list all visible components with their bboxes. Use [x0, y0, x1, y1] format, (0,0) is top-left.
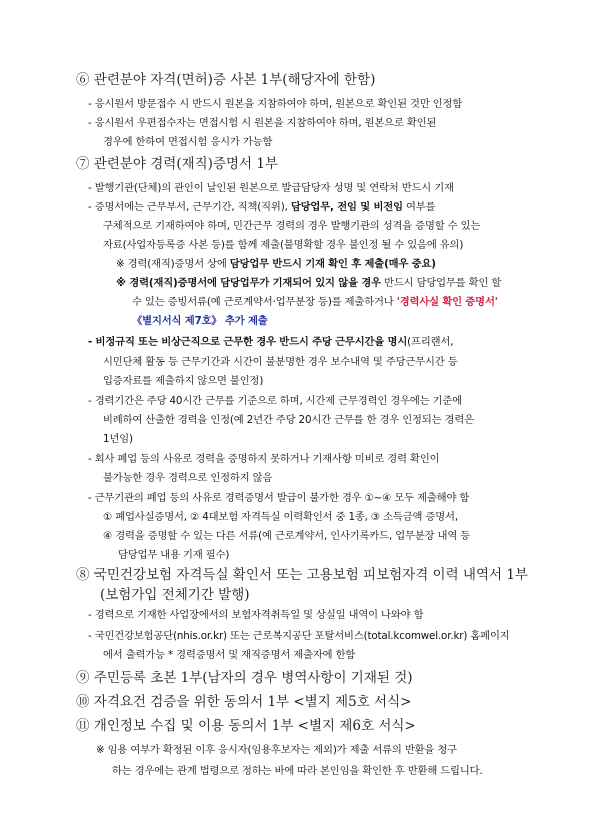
- section-7-note-2: [116, 274, 501, 289]
- section-8-line-1: - 경력으로 기재한 사업장에서의 보험자격취득일 및 상실일 내역이 나와야 함: [88, 609, 424, 621]
- section-7-line-15: ④ 경력을 증명할 수 있는 다른 서류(예 근로계약서, 인사기록카드, 업무분장 내역 등: [103, 530, 471, 542]
- section-6-note: (해당자에 한함): [282, 72, 376, 88]
- section-7-line-12: 불가능한 경우 경력으로 인정하지 않음: [103, 472, 273, 484]
- section-7-note-1a: ※ 경력(재직)증명서 상에: [116, 258, 230, 270]
- section-7-heading: [76, 152, 278, 172]
- section-7-title: 관련분야 경력(재직)증명서 1부: [93, 156, 278, 172]
- section-7-line-6: 시민단체 활동 등 근무기간과 시간이 불분명한 경우 보수내역 및 주당근무시간 등: [103, 356, 458, 368]
- section-8-heading: [76, 563, 528, 583]
- section-8-number: ⑧: [76, 567, 90, 583]
- section-7-line-16: 담당업무 내용 기재 필수): [118, 549, 230, 561]
- section-7-line-9: 비례하여 산출한 경력을 인정(예 2년간 주당 20시간 근무를 한 경우 인정되는 경력은: [103, 414, 474, 426]
- section-7-note-2-bold: ※ 경력(재직)증명서에 담당업무가 기재되어 있지 않을 경우: [116, 277, 381, 289]
- section-10-title: 자격요건 검증을 위한 동의서 1부 <별지 제5호 서식>: [93, 694, 412, 710]
- section-8-title-continued: (보험가입 전체기간 발행): [100, 587, 250, 603]
- section-7-line-2: [88, 198, 435, 213]
- section-7-line-5b: (프리랜서,: [407, 336, 454, 348]
- section-7-line-13: - 근무기관의 폐업 등의 사유로 경력증명서 발급이 불가한 경우 ①~④ 모두 제출해야 함: [88, 492, 470, 504]
- section-7-line-8: - 경력기간은 주당 40시간 근무를 기준으로 하며, 시간제 근무경력인 경우에는 기준에: [88, 395, 463, 407]
- section-7-line-2a: - 증명서에는 근무부서, 근무기간, 직책(직위),: [88, 201, 291, 213]
- section-11-heading: [76, 714, 416, 734]
- section-7-line-2-bold: 담당업무, 전임 및 비전임: [290, 201, 403, 213]
- section-7-line-11: - 회사 폐업 등의 사유로 경력을 증명하지 못하거나 기재사항 미비로 경력 확인이: [88, 453, 440, 465]
- section-9-heading: [76, 666, 413, 686]
- section-7-line-7: 입증자료를 제출하지 않으면 불인정): [103, 375, 264, 387]
- section-9-number: ⑨: [76, 670, 90, 686]
- section-10-heading: [76, 690, 411, 710]
- section-10-number: ⑩: [76, 694, 90, 710]
- section-7-line-14: ① 폐업사실증명서, ② 4대보험 자격득실 이력확인서 중 1종, ③ 소득금액 증명서,: [103, 511, 458, 523]
- section-11-note-2: 하는 경우에는 관계 법령으로 정하는 바에 따라 본인임을 확인한 후 반환해 드립니다.: [112, 765, 483, 777]
- section-7-note-1-bold: 담당업무 반드시 기재 확인 후 제출(매우 중요): [229, 258, 436, 270]
- section-7-line-4: 자료(사업자등록증 사본 등)를 함께 제출(불명확할 경우 불인정 될 수 있음에 유의): [103, 239, 464, 251]
- section-7-line-3: 구체적으로 기재하여야 하며, 민간근무 경력의 경우 발행기관의 성격을 증명할 수 있는: [103, 220, 481, 232]
- section-11-number: ⑪: [76, 718, 90, 734]
- section-7-note-4: 《별지서식 제7호》 추가 제출: [132, 315, 268, 327]
- section-7-line-2c: 여부를: [402, 201, 436, 213]
- section-7-line-5-bold: - 비정규직 또는 비상근직으로 근무한 경우 반드시 주당 근무시간을 명시: [88, 336, 408, 348]
- section-8-title: 국민건강보험 자격득실 확인서 또는 고용보험 피보험자격 이력 내역서 1부: [93, 567, 528, 583]
- section-6-number: ⑥: [76, 72, 90, 88]
- section-7-note-3: [132, 293, 498, 308]
- section-6-line-3: 경우에 한하여 면접시험 응시가 가능함: [103, 136, 273, 148]
- section-7-line-5: [88, 333, 453, 348]
- section-6-line-2: - 응시원서 우편접수자는 면접시험 시 원본을 지참하여야 하며, 원본으로 확인된: [88, 117, 437, 129]
- section-6-title: 관련분야 자격(면허)증 사본 1부: [93, 72, 283, 88]
- section-7-line-1: - 발행기관(단체)의 관인이 날인된 원본으로 발급담당자 성명 및 연락처 반드시 기재: [88, 182, 454, 194]
- section-7-line-10: 1년임): [103, 433, 133, 445]
- section-8-line-3: 에서 출력가능 * 경력증명서 및 재직증명서 제출자에 한함: [103, 649, 356, 661]
- section-7-note-2b: 반드시 담당업무를 확인 할: [380, 277, 502, 289]
- section-7-note-3a: 수 있는 증빙서류(예 근로계약서·업무분장 등)를 제출하거나: [132, 296, 397, 308]
- section-11-note-1: ※ 임용 여부가 확정된 이후 응시자(임용후보자는 제외)가 제출 서류의 반환을 청구: [96, 744, 457, 756]
- section-7-number: ⑦: [76, 156, 90, 172]
- section-6-heading: [76, 68, 375, 88]
- section-11-title: 개인정보 수집 및 이용 동의서 1부 <별지 제6호 서식>: [93, 718, 416, 734]
- section-6-line-1: - 응시원서 방문접수 시 반드시 원본을 지참하여야 하며, 원본으로 확인된 것만 인정함: [88, 98, 463, 110]
- section-9-title: 주민등록 초본 1부(남자의 경우 병역사항이 기재된 것): [93, 670, 413, 686]
- section-8-line-2: - 국민건강보험공단(nhis.or.kr) 또는 근로복지공단 포탈서비스(total.kcomwel.or.kr) 홈페이지: [88, 630, 510, 642]
- section-7-note-3-red: '경력사실 확인 증명서': [396, 296, 498, 308]
- section-7-note-1: [116, 255, 436, 270]
